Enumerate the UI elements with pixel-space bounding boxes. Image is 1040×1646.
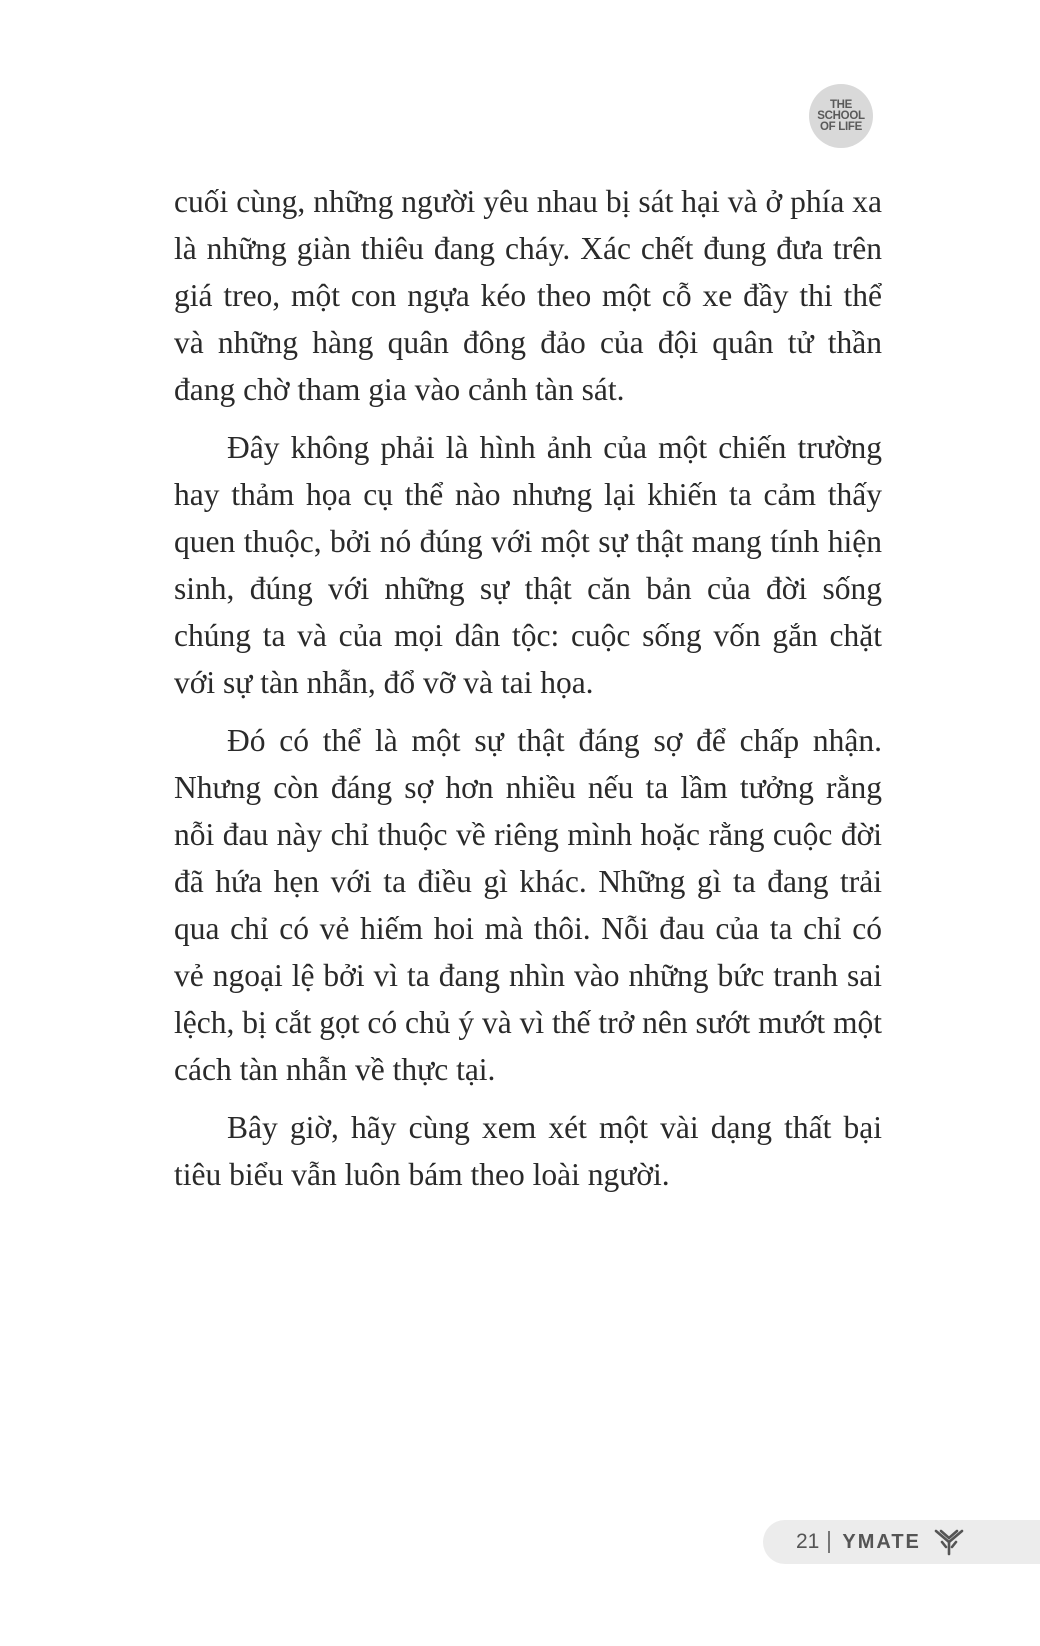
page-number: 21: [796, 1530, 820, 1553]
paragraph-2: Đây không phải là hình ảnh của một chiến trường hay thảm họa cụ thể nào nhưng lại khiến ta cảm thấy quen thuộc, bởi nó đúng với một sự thật mang tính hiện sinh, đúng với những sự thật căn bản của đời sống chúng ta và của mọi dân tộc: cuộc sống vốn gắn chặt với sự tàn nhẫn, đổ vỡ và tai họa.: [174, 430, 882, 700]
page-body: [174, 178, 882, 1209]
publisher-name: YMATE: [842, 1530, 921, 1553]
paragraph-1: cuối cùng, những người yêu nhau bị sát hại và ở phía xa là những giàn thiêu đang cháy. Xác chết đung đưa trên giá treo, một con ngựa kéo theo một cỗ xe đầy thi thể và những hàng quân đông đảo của đội quân tử thần đang chờ tham gia vào cảnh tàn sát.: [174, 184, 882, 407]
logo-line-2: SCHOOL: [817, 109, 865, 122]
school-of-life-logo: [809, 84, 873, 148]
paragraph-3: Đó có thể là một sự thật đáng sợ để chấp nhận. Nhưng còn đáng sợ hơn nhiều nếu ta lầm tưởng rằng nỗi đau này chỉ thuộc về riêng mình hoặc rằng cuộc đời đã hứa hẹn với ta điều gì khác. Những gì ta đang trải qua chỉ có vẻ hiếm hoi mà thôi. Nỗi đau của ta chỉ có vẻ ngoại lệ bởi vì ta đang nhìn vào những bức tranh sai lệch, bị cắt gọt có chủ ý và vì thế trở nên sướt mướt một cách tàn nhẫn về thực tại.: [174, 723, 882, 1087]
logo-line-1: THE: [829, 98, 853, 111]
footer-divider: [828, 1531, 830, 1553]
logo-line-3: OF LIFE: [820, 120, 862, 133]
ymate-logo-icon: [933, 1527, 965, 1557]
page-footer: [763, 1520, 1040, 1564]
paragraph-4: Bây giờ, hãy cùng xem xét một vài dạng thất bại tiêu biểu vẫn luôn bám theo loài người.: [174, 1110, 882, 1192]
